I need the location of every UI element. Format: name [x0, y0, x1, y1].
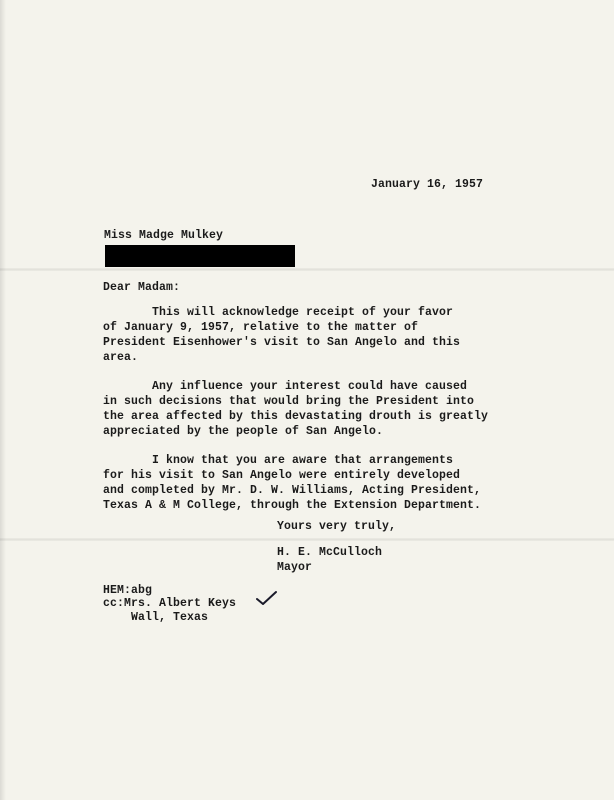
left-edge-shadow: [0, 0, 6, 800]
body-line: and completed by Mr. D. W. Williams, Acting President,: [103, 484, 482, 497]
body-line: for his visit to San Angelo were entirely developed: [103, 469, 461, 482]
body-line: President Eisenhower's visit to San Angelo and this: [103, 336, 461, 349]
salutation: Dear Madam:: [103, 281, 181, 294]
body-line: appreciated by the people of San Angelo.: [103, 425, 384, 438]
signer-title: Mayor: [277, 561, 313, 574]
reference-initials: HEM:abg: [103, 584, 153, 597]
body-line: Any influence your interest could have caused: [103, 380, 468, 393]
page-fold: [0, 538, 614, 541]
body-line: I know that you are aware that arrangements: [103, 454, 454, 467]
closing: Yours very truly,: [277, 520, 397, 533]
body-line: area.: [103, 351, 139, 364]
body-line: the area affected by this devastating drouth is greatly: [103, 410, 489, 423]
redacted-address: [105, 245, 295, 267]
body-line: in such decisions that would bring the President into: [103, 395, 475, 408]
recipient-name: Miss Madge Mulkey: [104, 229, 224, 242]
cc-location: Wall, Texas: [103, 611, 209, 624]
cc-name: cc:Mrs. Albert Keys: [103, 597, 237, 610]
body-line: Texas A & M College, through the Extension Department.: [103, 499, 482, 512]
signer-name: H. E. McCulloch: [277, 546, 383, 559]
check-mark-icon: [255, 590, 277, 606]
body-line: of January 9, 1957, relative to the matter of: [103, 321, 419, 334]
body-line: This will acknowledge receipt of your favor: [103, 306, 454, 319]
letter-date: January 16, 1957: [371, 178, 484, 191]
page-fold: [0, 268, 614, 271]
